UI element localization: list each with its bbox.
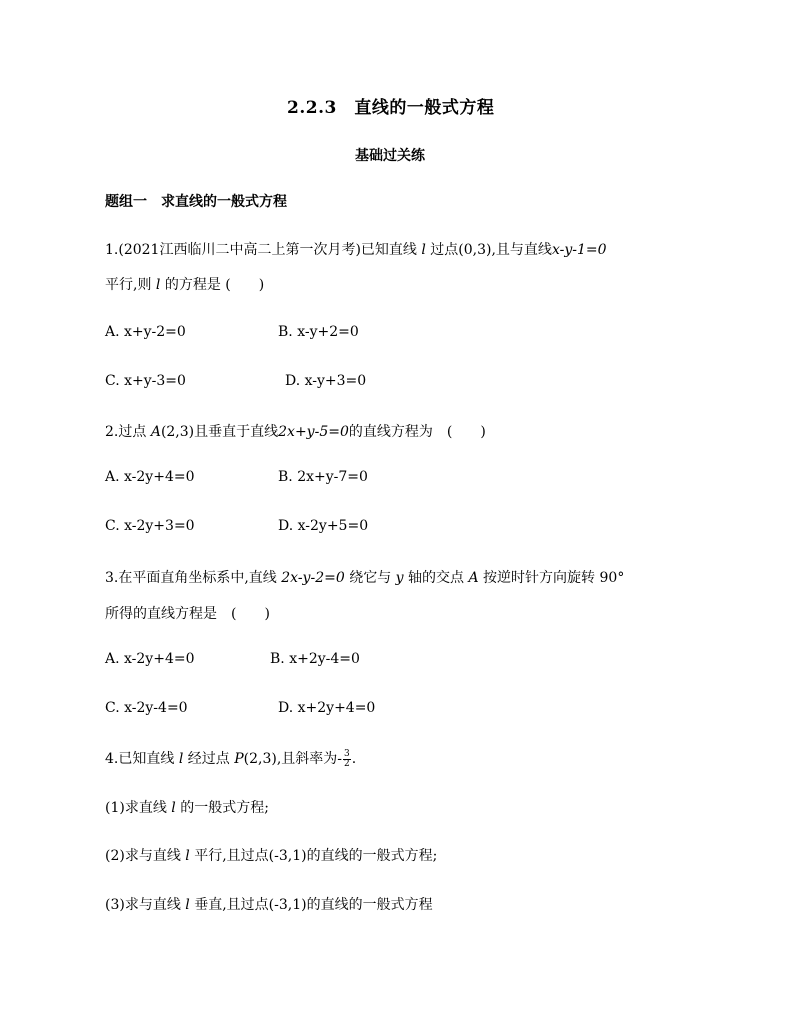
q1-text-c: 平行,则 <box>105 277 156 293</box>
q3-option-d: D. x+2y+4=0 <box>278 700 376 716</box>
fraction-denominator: 2 <box>344 758 350 769</box>
q4-part-1-var: l <box>171 800 176 816</box>
q4-part-2-b: 平行,且过点(-3,1)的直线的一般式方程; <box>189 848 438 864</box>
q4-part-3-a: (3)求与直线 <box>105 897 186 913</box>
q4-part-2-var: l <box>185 848 190 864</box>
q1-option-a: A. x+y-2=0 <box>105 324 186 340</box>
q1-option-c: C. x+y-3=0 <box>105 373 186 389</box>
q2-option-a: A. x-2y+4=0 <box>105 469 195 485</box>
q2-option-c: C. x-2y+3=0 <box>105 518 195 534</box>
q4-part-2 <box>105 845 437 865</box>
q3-text-d: 按逆时针方向旋转 90° <box>478 570 625 586</box>
q3-text-b: 绕它与 <box>344 570 396 586</box>
q4-part-2-a: (2)求与直线 <box>105 848 186 864</box>
q4-part-3-var: l <box>185 897 190 913</box>
q4-text-a: 4.已知直线 <box>105 751 179 767</box>
q3-option-c: C. x-2y-4=0 <box>105 700 188 716</box>
q4-text-c: (2,3),且斜率为- <box>243 751 342 767</box>
question-1-line-1 <box>105 239 607 259</box>
q3-point-a: A <box>468 570 479 586</box>
q4-part-1-a: (1)求直线 <box>105 800 172 816</box>
q4-point-p: P <box>234 751 244 767</box>
q2-option-d: D. x-2y+5=0 <box>278 518 369 534</box>
section-heading: 题组一 求直线的一般式方程 <box>105 194 287 210</box>
q3-option-b: B. x+2y-4=0 <box>270 651 360 667</box>
question-3-line-1 <box>105 567 624 587</box>
q4-part-3-b: 垂直,且过点(-3,1)的直线的一般式方程 <box>189 897 433 913</box>
q4-var-l: l <box>178 751 184 767</box>
q4-part-1 <box>105 797 269 817</box>
q1-var-l-2: l <box>155 277 161 293</box>
q1-text-d: 的方程是 ( ) <box>160 277 265 293</box>
q1-text-a: 1.(2021江西临川二中高二上第一次月考)已知直线 <box>105 242 422 258</box>
q1-var-l: l <box>421 242 426 258</box>
q1-equation: x-y-1=0 <box>551 242 607 258</box>
q4-part-1-b: 的一般式方程; <box>175 800 269 816</box>
q4-text-end: . <box>351 751 357 767</box>
q2-text-b: (2,3)且垂直于直线 <box>160 424 279 440</box>
question-1-line-2 <box>105 274 264 294</box>
q2-text-d: 的直线方程为 ( ) <box>348 424 486 440</box>
q2-text-a: 2.过点 <box>105 424 151 440</box>
q3-option-a: A. x-2y+4=0 <box>105 651 195 667</box>
q1-option-b: B. x-y+2=0 <box>278 324 359 340</box>
q4-part-3 <box>105 894 433 914</box>
question-2 <box>105 421 486 441</box>
q3-text-a: 3.在平面直角坐标系中,直线 <box>105 570 282 586</box>
q1-text-b: 过点(0,3),且与直线 <box>425 242 552 258</box>
q4-text-b: 经过点 <box>183 751 235 767</box>
section-subtitle: 基础过关练 <box>355 148 425 164</box>
q2-point-a: A <box>150 424 161 440</box>
q3-var-y: y <box>395 570 404 586</box>
q1-option-d: D. x-y+3=0 <box>285 373 367 389</box>
slope-fraction <box>343 750 351 769</box>
q3-equation: 2x-y-2=0 <box>281 570 345 586</box>
q2-equation: 2x+y-5=0 <box>278 424 349 440</box>
question-3-line-2: 所得的直线方程是 ( ) <box>105 606 270 622</box>
q2-option-b: B. 2x+y-7=0 <box>278 469 368 485</box>
fraction-numerator: 3 <box>344 748 350 759</box>
q3-text-c: 轴的交点 <box>403 570 469 586</box>
question-4-intro <box>105 748 356 769</box>
page-title: 2.2.3 直线的一般式方程 <box>287 98 495 118</box>
